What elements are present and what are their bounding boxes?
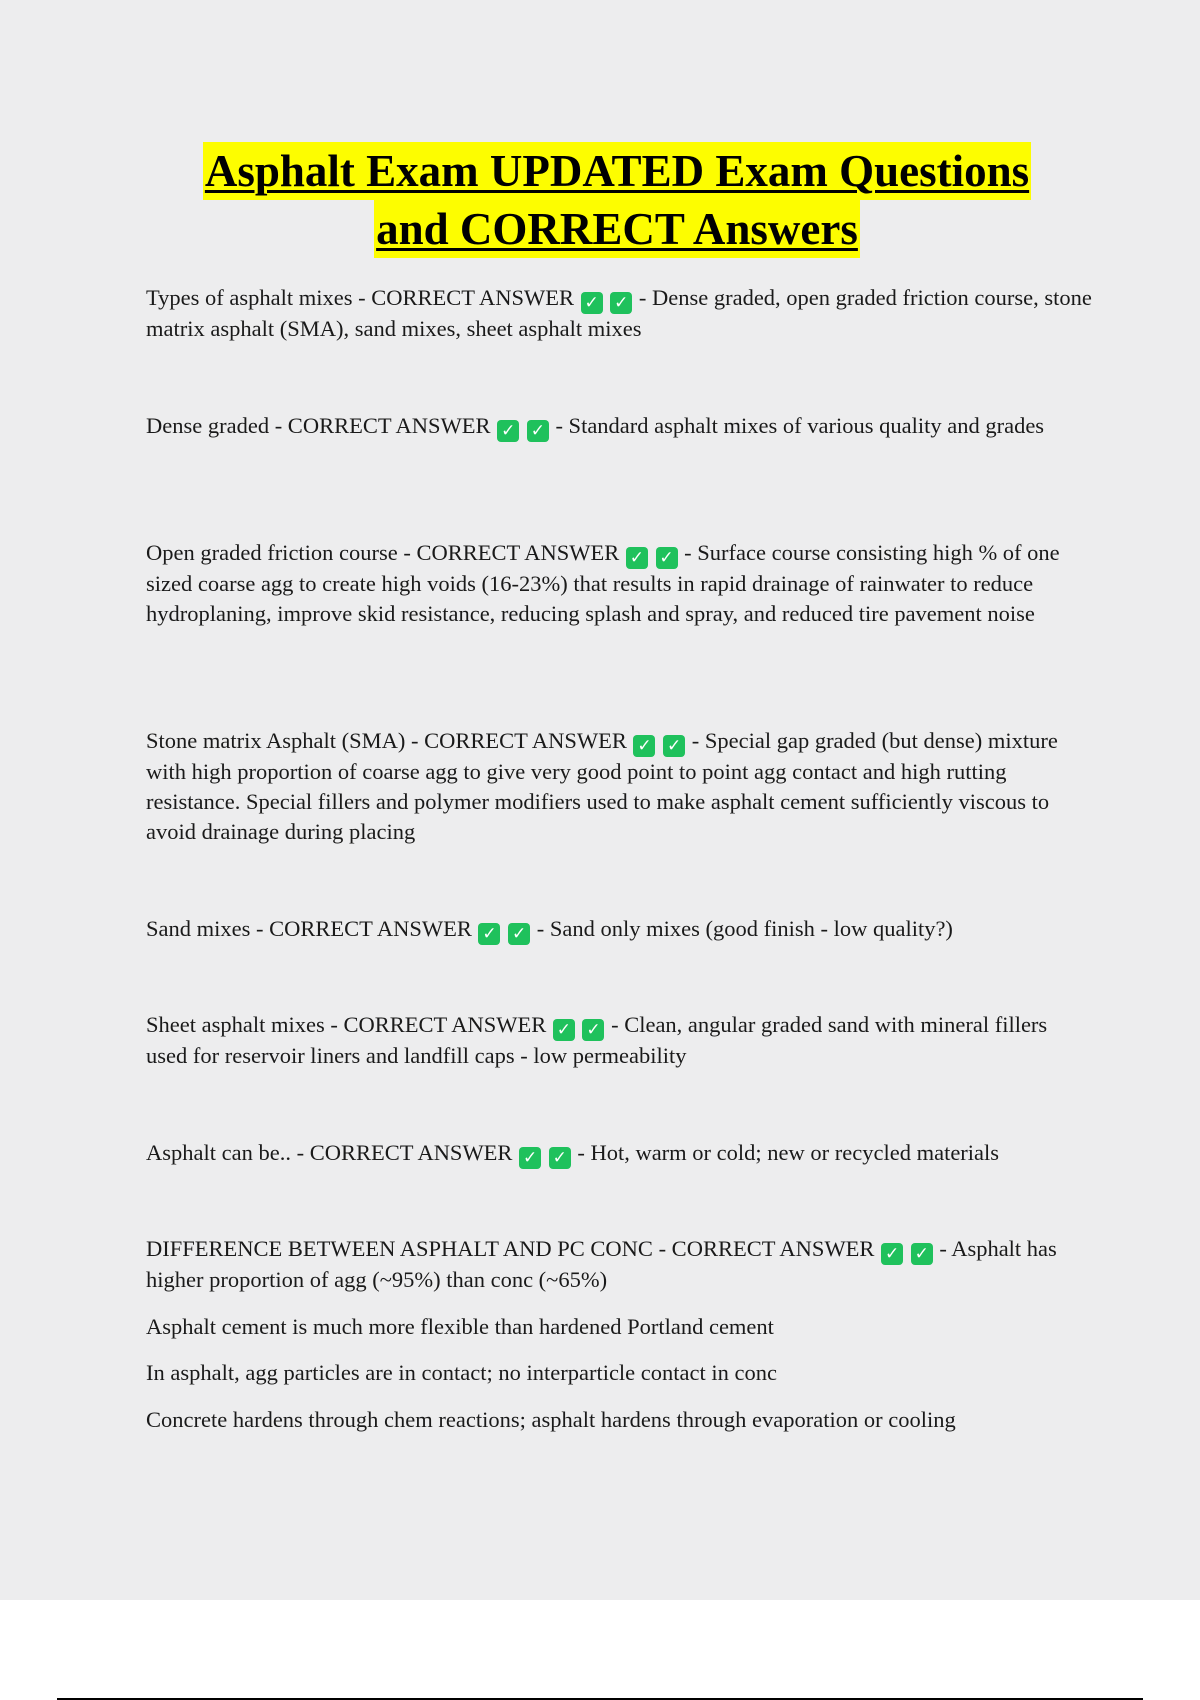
answer-text: - Clean, angular graded sand with mineral fillers used for reservoir liners and landfill caps - low permeability: [146, 1012, 1048, 1068]
qa-item: [146, 1138, 1094, 1169]
answer-text: - Surface course consisting high % of one sized coarse agg to create high voids (16-23%) that results in rapid drainage of rainwater to reduce hydroplaning, improve skid resistance, reducing splash and spray, and reduced tire pavement noise: [146, 540, 1060, 626]
question-text: DIFFERENCE BETWEEN ASPHALT AND PC CONC - CORRECT ANSWER: [146, 1236, 875, 1261]
check-mark-icon: ✓: [508, 923, 530, 945]
check-mark-icon: ✓: [497, 420, 519, 442]
check-mark-icon: ✓: [656, 547, 678, 569]
title-line-2: and CORRECT Answers: [374, 200, 860, 258]
qa-item: [146, 1010, 1094, 1071]
title-line-1: Asphalt Exam UPDATED Exam Questions: [203, 142, 1031, 200]
qa-item: [146, 1234, 1094, 1295]
answer-continuation-line: In asphalt, agg particles are in contact; no interparticle contact in conc: [146, 1360, 777, 1385]
question-text: Open graded friction course - CORRECT ANSWER: [146, 540, 620, 565]
check-mark-icon: ✓: [527, 420, 549, 442]
answer-continuation-line: Asphalt cement is much more flexible than hardened Portland cement: [146, 1314, 774, 1339]
question-text: Stone matrix Asphalt (SMA) - CORRECT ANSWER: [146, 728, 627, 753]
check-mark-icon: ✓: [582, 1019, 604, 1041]
qa-item: [146, 726, 1094, 847]
check-mark-icon: ✓: [549, 1147, 571, 1169]
answer-continuation-line: Concrete hardens through chem reactions; asphalt hardens through evaporation or cooling: [146, 1407, 956, 1432]
check-mark-icon: ✓: [911, 1243, 933, 1265]
question-text: Asphalt can be.. - CORRECT ANSWER: [146, 1140, 513, 1165]
check-mark-icon: ✓: [581, 292, 603, 314]
check-mark-icon: ✓: [478, 923, 500, 945]
check-mark-icon: ✓: [881, 1243, 903, 1265]
answer-text: - Special gap graded (but dense) mixture with high proportion of coarse agg to give very good point to point agg contact and high rutting resistance. Special fillers and polymer modifiers used to make asphalt cement sufficiently viscous to avoid drainage during placing: [146, 728, 1058, 844]
check-mark-icon: ✓: [663, 735, 685, 757]
check-mark-icon: ✓: [519, 1147, 541, 1169]
answer-text: - Dense graded, open graded friction course, stone matrix asphalt (SMA), sand mixes, sheet asphalt mixes: [146, 285, 1092, 341]
check-mark-icon: ✓: [633, 735, 655, 757]
answer-text: - Hot, warm or cold; new or recycled materials: [577, 1140, 1000, 1165]
qa-item: [146, 538, 1094, 629]
qa-item: [146, 914, 1094, 945]
answer-text: - Standard asphalt mixes of various quality and grades: [555, 413, 1045, 438]
question-text: Types of asphalt mixes - CORRECT ANSWER: [146, 285, 574, 310]
check-mark-icon: ✓: [626, 547, 648, 569]
qa-item: [146, 411, 1094, 442]
answer-text: - Sand only mixes (good finish - low quality?): [536, 916, 953, 941]
check-mark-icon: ✓: [553, 1019, 575, 1041]
question-text: Dense graded - CORRECT ANSWER: [146, 413, 491, 438]
check-mark-icon: ✓: [610, 292, 632, 314]
document-title: [0, 142, 1200, 258]
question-text: Sand mixes - CORRECT ANSWER: [146, 916, 472, 941]
answer-text: - Asphalt has higher proportion of agg (~95%) than conc (~65%): [146, 1236, 1057, 1292]
qa-item: [146, 283, 1094, 344]
question-text: Sheet asphalt mixes - CORRECT ANSWER: [146, 1012, 547, 1037]
